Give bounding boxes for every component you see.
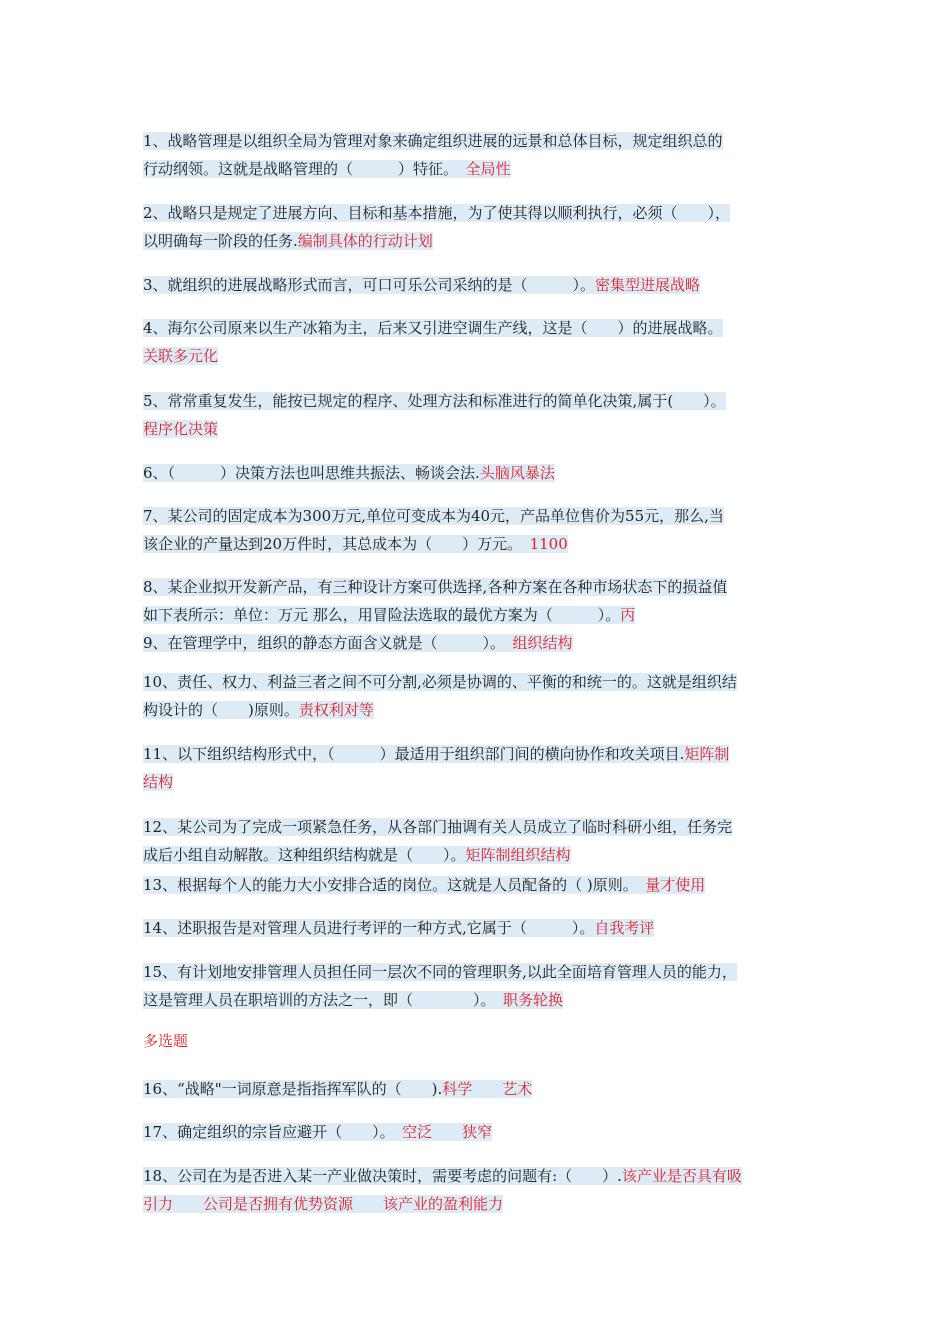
question-item — [143, 502, 807, 558]
question-text: 该企业的产量达到20万件时，其总成本为（ ）万元。 — [143, 535, 530, 553]
question-item — [143, 271, 807, 299]
question-text: 2、战略只是规定了进展方向、目标和基本措施，为了使其得以顺利执行，必须（ ）， — [143, 204, 731, 222]
question-text: 15、有计划地安排管理人员担任同一层次不同的管理职务,以此全面培育管理人员的能力， — [143, 963, 737, 981]
highlighted-text — [143, 745, 729, 763]
question-line — [143, 459, 807, 487]
question-line — [143, 271, 807, 299]
question-line — [143, 199, 807, 227]
question-item — [143, 668, 807, 724]
question-text: 5、常常重复发生，能按已规定的程序、处理方法和标准进行的简单化决策,属于( ）。 — [143, 392, 726, 410]
highlighted-text — [143, 392, 726, 410]
highlighted-text — [143, 773, 173, 791]
answer-text: 程序化决策 — [143, 420, 219, 438]
question-text: 14、述职报告是对管理人员进行考评的一种方式,它属于（ ）。 — [143, 919, 595, 937]
highlighted-text — [143, 420, 218, 438]
question-item — [143, 813, 807, 869]
question-text: 以明确每一阶段的任务. — [143, 232, 298, 250]
highlighted-text — [143, 1123, 492, 1141]
answer-text: 组织结构 — [512, 634, 573, 652]
question-line — [143, 871, 807, 899]
question-item — [143, 871, 807, 899]
answer-text: 引力 公司是否拥有优势资源 该产业的盈利能力 — [143, 1195, 504, 1213]
question-text: 1、战略管理是以组织全局为管理对象来确定组织进展的远景和总体目标，规定组织总的 — [143, 132, 723, 150]
question-line — [143, 813, 807, 841]
question-text: 3、就组织的进展战略形式而言，可口可乐公司采纳的是（ ）。 — [143, 276, 596, 294]
question-line — [143, 668, 807, 696]
question-item — [143, 199, 807, 255]
highlighted-text — [143, 507, 724, 525]
question-line — [143, 573, 807, 601]
question-item — [143, 127, 807, 183]
answer-text: 责权利对等 — [298, 701, 374, 719]
highlighted-text — [143, 232, 433, 250]
answer-text: 关联多元化 — [143, 347, 219, 365]
question-text: 行动纲领。这就是战略管理的（ ）特征。 — [143, 160, 466, 178]
question-line — [143, 1162, 807, 1190]
answer-text: 自我考评 — [594, 919, 655, 937]
question-item — [143, 914, 807, 942]
answer-text: 科学 艺术 — [442, 1080, 533, 1098]
question-line — [143, 601, 807, 629]
question-text: 这是管理人员在职培训的方法之一，即（ ）。 — [143, 991, 504, 1009]
highlighted-text — [143, 963, 737, 981]
question-item — [143, 1162, 807, 1218]
question-line — [143, 314, 807, 342]
question-text: 6、（ ）决策方法也叫思维共振法、畅谈会法. — [143, 464, 480, 482]
answer-text: 丙 — [620, 606, 636, 624]
question-item — [143, 573, 807, 629]
answer-text: 矩阵制组织结构 — [465, 846, 571, 864]
question-line — [143, 387, 807, 415]
highlighted-text — [143, 276, 700, 294]
question-text: 10、责任、权力、利益三者之间不可分割,必须是协调的、平衡的和统一的。这就是组织结 — [143, 673, 737, 691]
answer-text: 职务轮换 — [503, 991, 564, 1009]
question-line — [143, 958, 807, 986]
question-line — [143, 502, 807, 530]
highlighted-text — [143, 919, 654, 937]
question-line — [143, 696, 807, 724]
question-text: 18、公司在为是否进入某一产业做决策时，需要考虑的问题有:（ ）. — [143, 1167, 622, 1185]
question-item — [143, 459, 807, 487]
highlighted-text — [143, 204, 730, 222]
highlighted-text — [143, 347, 218, 365]
highlighted-text — [143, 464, 555, 482]
question-text: 17、确定组织的宗旨应避开（ ）。 — [143, 1123, 403, 1141]
question-line — [143, 629, 807, 657]
question-text: 9、在管理学中，组织的静态方面含义就是（ ）。 — [143, 634, 513, 652]
highlighted-text — [143, 991, 563, 1009]
answer-text: 头脑风暴法 — [479, 464, 555, 482]
answer-text: 空泛 狭窄 — [402, 1123, 493, 1141]
answer-text: 矩阵制 — [684, 745, 730, 763]
answer-text: 该产业是否具有吸 — [621, 1167, 742, 1185]
question-item — [143, 740, 807, 796]
question-text: 16、“战略"一词原意是指指挥军队的（ ). — [143, 1080, 443, 1098]
question-line — [143, 227, 807, 255]
question-line — [143, 1118, 807, 1146]
question-text: 8、某企业拟开发新产品，有三种设计方案可供选择,各种方案在各种市场状态下的损益值 — [143, 578, 728, 596]
question-item — [143, 629, 807, 657]
question-line — [143, 914, 807, 942]
question-line — [143, 986, 807, 1014]
question-line — [143, 127, 807, 155]
answer-text: 结构 — [143, 773, 174, 791]
section-heading-multi-choice: 多选题 — [143, 1032, 189, 1050]
answer-text: 编制具体的行动计划 — [297, 232, 433, 250]
question-text: 12、某公司为了完成一项紧急任务，从各部门抽调有关人员成立了临时科研小组，任务完 — [143, 818, 733, 836]
highlighted-text — [143, 319, 723, 337]
highlighted-text — [143, 876, 705, 894]
highlighted-text — [143, 1195, 503, 1213]
highlighted-text — [143, 818, 732, 836]
highlighted-text — [143, 535, 568, 553]
highlighted-text — [143, 606, 635, 624]
question-item — [143, 1118, 807, 1146]
question-item — [143, 314, 807, 370]
highlighted-text — [143, 132, 723, 150]
highlighted-text — [143, 1080, 532, 1098]
question-item — [143, 387, 807, 443]
question-line — [143, 768, 807, 796]
question-line — [143, 342, 807, 370]
question-text: 13、根据每个人的能力大小安排合适的岗位。这就是人员配备的（ )原则。 — [143, 876, 646, 894]
question-line — [143, 740, 807, 768]
highlighted-text — [143, 634, 573, 652]
answer-text: 密集型进展战略 — [595, 276, 701, 294]
answer-text: 量才使用 — [645, 876, 706, 894]
answer-text: 全局性 — [465, 160, 511, 178]
question-text: 如下表所示：单位：万元 那么，用冒险法选取的最优方案为（ ）。 — [143, 606, 621, 624]
question-line — [143, 415, 807, 443]
question-text: 4、海尔公司原来以生产冰箱为主，后来又引进空调生产线，这是（ ）的进展战略。 — [143, 319, 723, 337]
question-line — [143, 1190, 807, 1218]
question-item — [143, 958, 807, 1014]
question-line — [143, 1075, 807, 1103]
highlighted-text — [143, 701, 374, 719]
question-text: 11、以下组织结构形式中，（ ）最适用于组织部门间的横向协作和攻关项目. — [143, 745, 685, 763]
question-line — [143, 530, 807, 558]
highlighted-text — [143, 673, 737, 691]
question-line — [143, 841, 807, 869]
highlighted-text — [143, 160, 511, 178]
question-item — [143, 1075, 807, 1103]
question-text: 7、某公司的固定成本为300万元,单位可变成本为40元，产品单位售价为55元，那么,当 — [143, 507, 724, 525]
question-line — [143, 155, 807, 183]
answer-text: 1100 — [529, 535, 568, 553]
highlighted-text — [143, 846, 571, 864]
question-text: 成后小组自动解散。这种组织结构就是（ ）。 — [143, 846, 466, 864]
question-text: 构设计的（ )原则。 — [143, 701, 299, 719]
highlighted-text — [143, 578, 727, 596]
highlighted-text — [143, 1167, 742, 1185]
